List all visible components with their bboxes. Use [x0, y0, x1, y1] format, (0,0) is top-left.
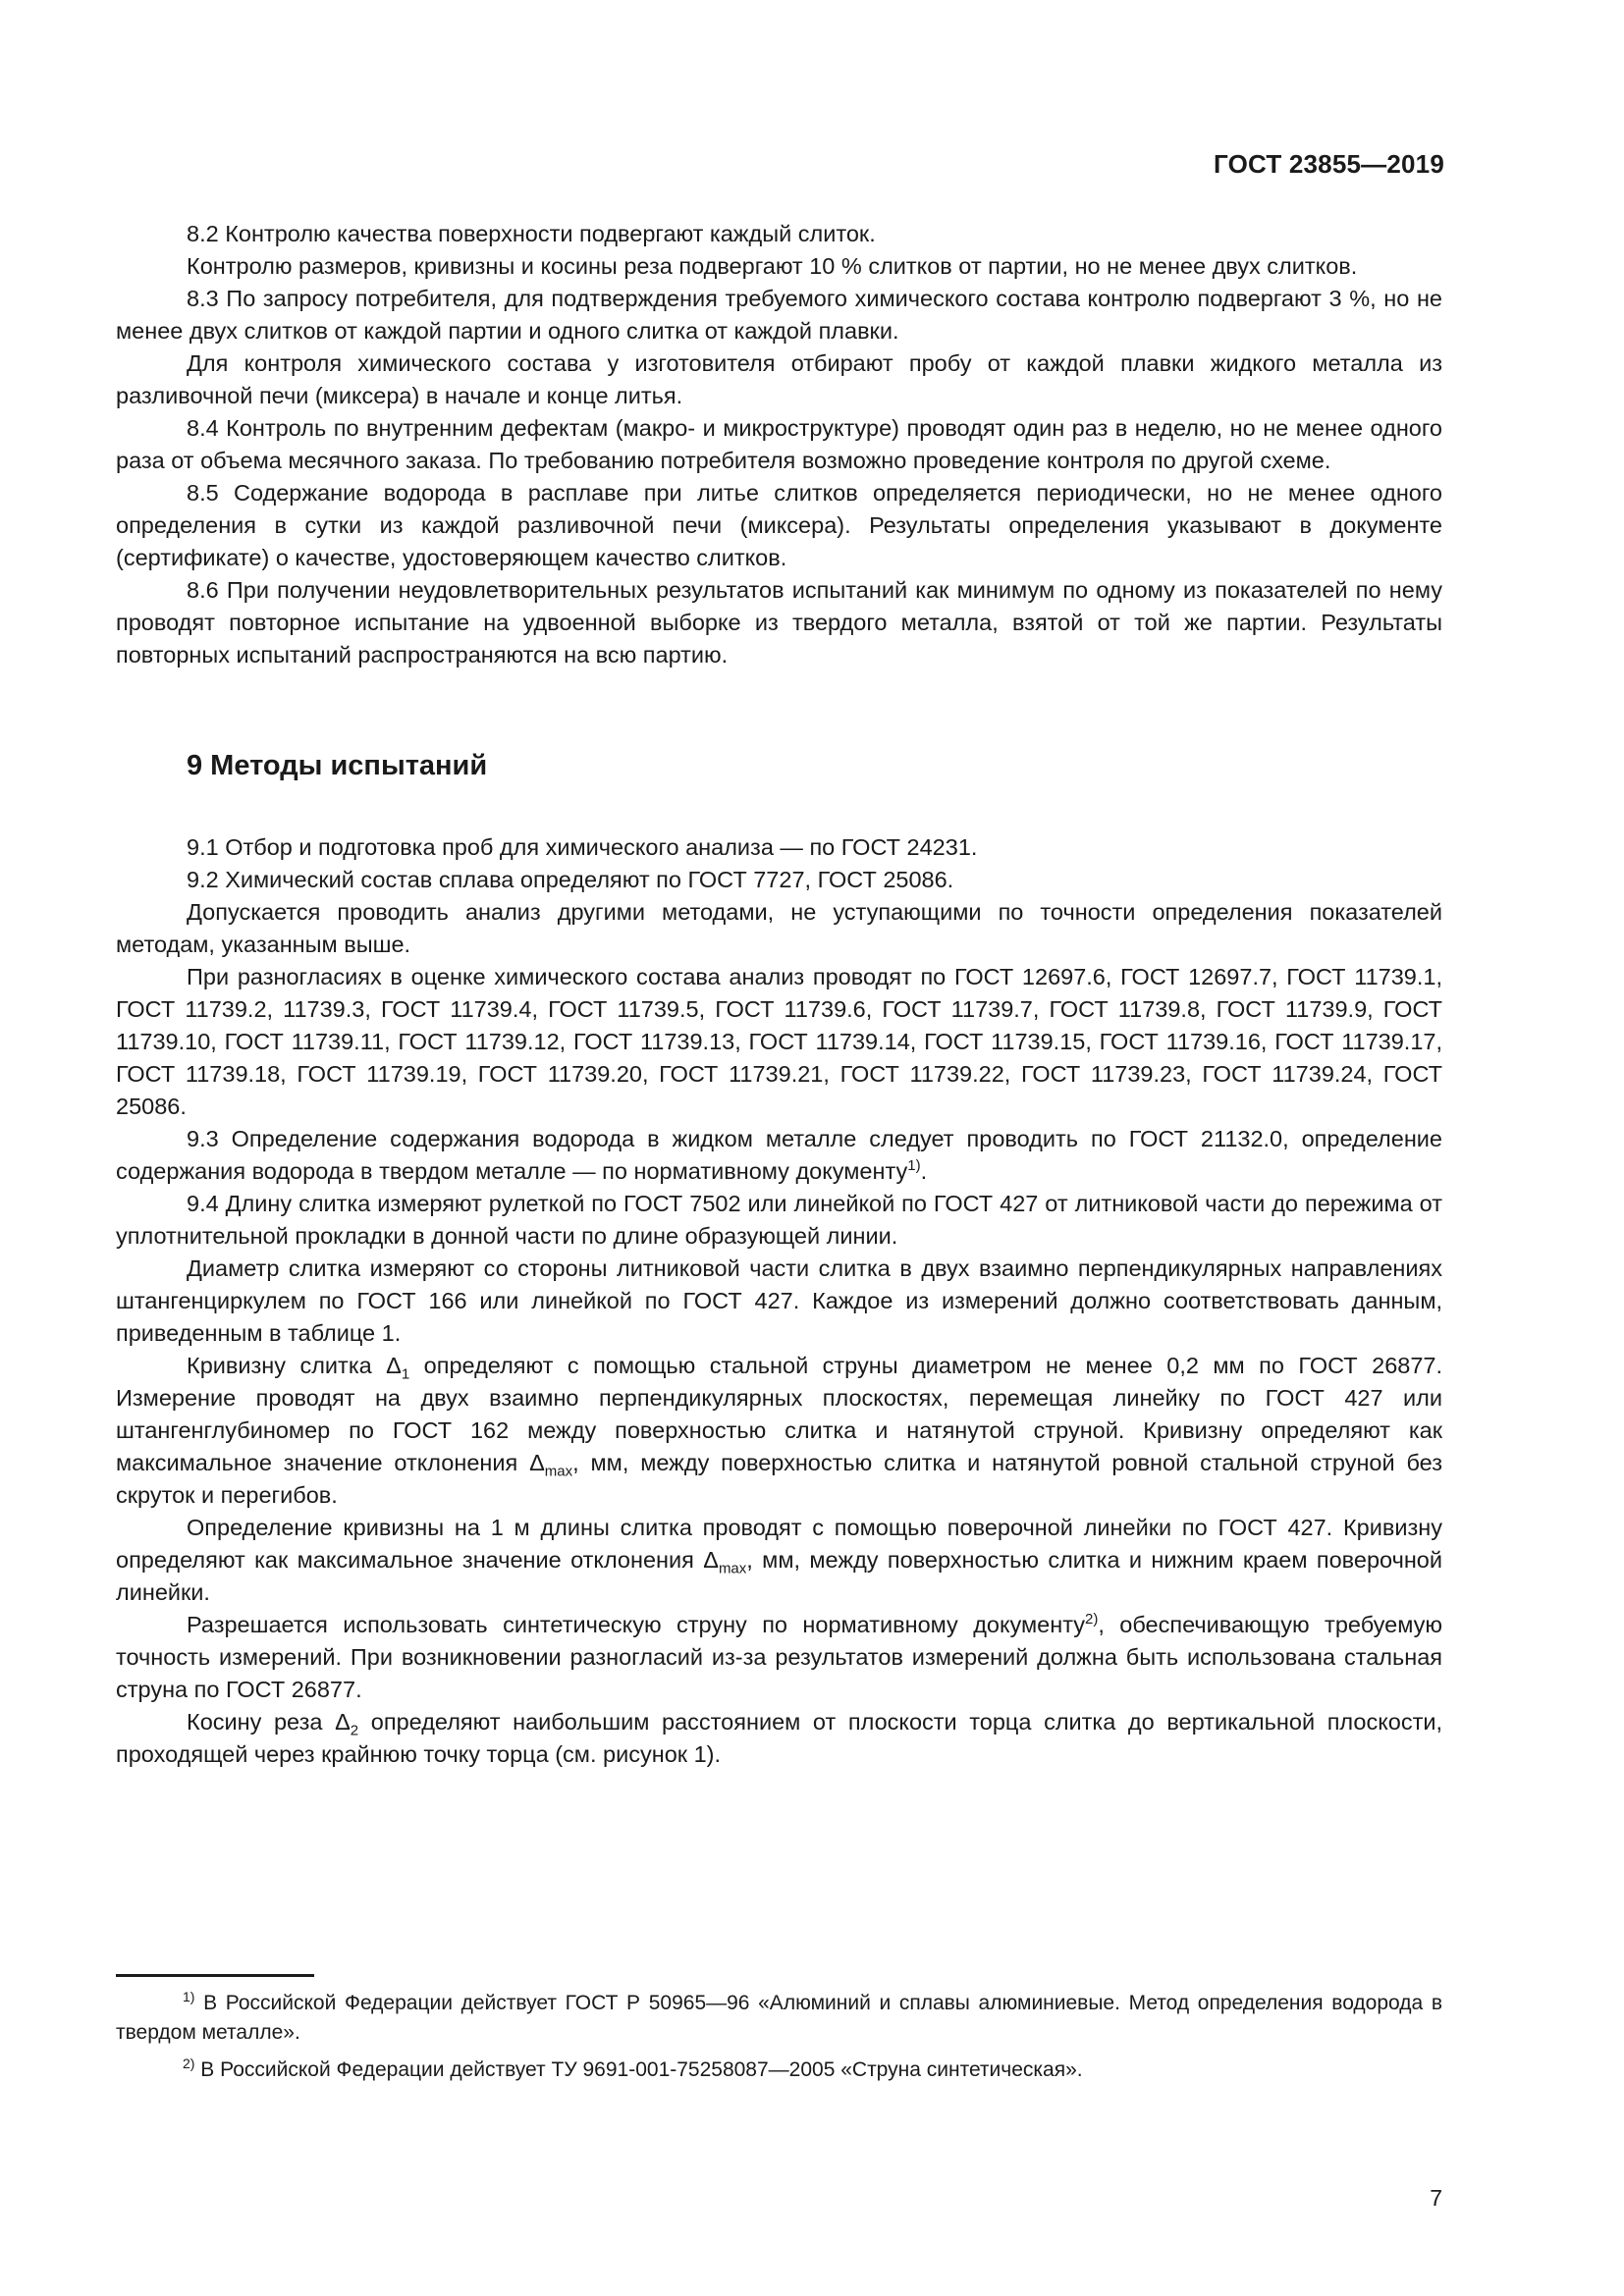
paragraph-9-1: 9.1 Отбор и подготовка проб для химического анализа — по ГОСТ 24231.: [187, 834, 978, 860]
paragraph-9-2-alt-methods: Допускается проводить анализ другими методами, не уступающими по точности определения показателей методам, указанным выше.: [116, 899, 1442, 957]
delta-symbol: Δ: [529, 1450, 545, 1475]
footnote-ref-2: 2): [1085, 1611, 1099, 1629]
footnote-separator: [116, 1974, 314, 1977]
paragraph-9-3: [116, 1123, 1442, 1188]
page-number: 7: [1430, 2185, 1442, 2211]
synthetic-string-text-a: Разрешается использовать синтетическую струну по нормативному документу: [187, 1612, 1086, 1637]
paragraph-curvature-per-meter: [116, 1512, 1442, 1609]
paragraph-9-4: 9.4 Длину слитка измеряют рулеткой по ГОСТ 7502 или линейкой по ГОСТ 427 от литниковой части до пережима от уплотнительной прокладки в донной части по длине образующей линии.: [116, 1191, 1442, 1249]
delta-subscript: max: [718, 1560, 747, 1577]
paragraph-8-3-cont: Для контроля химического состава у изготовителя отбирают пробу от каждой плавки жидкого металла из разливочной печи (миксера) в начале и конце литья.: [116, 350, 1442, 408]
section-title: 9 Методы испытаний: [187, 750, 488, 781]
synthetic-string-text-b: , обеспечивающую требуемую точность измерений. При возникновении разногласий из-за результатов измерений должна быть использована стальная струна по ГОСТ 26877.: [116, 1612, 1442, 1702]
paragraph-synthetic-string: [116, 1609, 1442, 1706]
curvature-text-c: , мм, между поверхностью слитка и натянутой ровной стальной струной без скруток и перегибов.: [116, 1450, 1442, 1508]
paragraph-cut-skew: [116, 1706, 1442, 1771]
paragraph-8-2-cont: Контролю размеров, кривизны и косины реза подвергают 10 % слитков от партии, но не менее двух слитков.: [187, 253, 1358, 279]
footnote-mark-2: 2): [183, 2056, 195, 2071]
paragraph-9-3-end: .: [920, 1158, 928, 1184]
footnotes: [116, 1989, 1442, 2093]
footnote-1: [116, 1989, 1442, 2048]
footnote-2: [116, 2056, 1442, 2085]
curvature-text-a: Кривизну слитка: [187, 1353, 387, 1378]
footnote-ref-1: 1): [907, 1157, 921, 1175]
curvature-text-b: определяют с помощью стальной струны диаметром не менее 0,2 мм по ГОСТ 26877. Измерение проводят на двух взаимно перпендикулярных плоскостях, перемещая линейку по ГОСТ 427 или штангенглубиномер по ГОСТ 162 между поверхностью слитка и натянутой струной. Кривизну определяют как максимальное значение отклонения: [116, 1353, 1443, 1475]
paragraph-8-2: 8.2 Контролю качества поверхности подвергают каждый слиток.: [187, 221, 876, 246]
delta-subscript: max: [544, 1463, 573, 1480]
delta-subscript: 1: [401, 1365, 410, 1383]
footnote-text-1: В Российской Федерации действует ГОСТ Р 50965—96 «Алюминий и сплавы алюминиевые. Метод определения водорода в твердом металле».: [116, 1992, 1442, 2044]
paragraph-8-3: 8.3 По запросу потребителя, для подтверждения требуемого химического состава контролю подвергают 3 %, но не менее двух слитков от каждой партии и одного слитка от каждой плавки.: [116, 286, 1442, 344]
paragraph-9-3-text: 9.3 Определение содержания водорода в жидком металле следует проводить по ГОСТ 21132.0, определение содержания водорода в твердом металле — по нормативному документу: [116, 1126, 1442, 1184]
paragraph-8-6: 8.6 При получении неудовлетворительных результатов испытаний как минимум по одному из показателей по нему проводят повторное испытание на удвоенной выборке из твердого металла, взятой от той же партии. Результаты повторных испытаний распространяются на всю партию.: [116, 577, 1442, 667]
paragraph-curvature: [116, 1350, 1442, 1512]
main-content: [116, 218, 1442, 1771]
standard-code-header: ГОСТ 23855—2019: [1214, 149, 1444, 179]
paragraph-9-2-disputes: При разногласиях в оценке химического состава анализ проводят по ГОСТ 12697.6, ГОСТ 12697.7, ГОСТ 11739.1, ГОСТ 11739.2, 11739.3, ГОСТ 11739.4, ГОСТ 11739.5, ГОСТ 11739.6, ГОСТ 11739.7, ГОСТ 11739.8, ГОСТ 11739.9, ГОСТ 11739.10, ГОСТ 11739.11, ГОСТ 11739.12, ГОСТ 11739.13, ГОСТ 11739.14, ГОСТ 11739.15, ГОСТ 11739.16, ГОСТ 11739.17, ГОСТ 11739.18, ГОСТ 11739.19, ГОСТ 11739.20, ГОСТ 11739.21, ГОСТ 11739.22, ГОСТ 11739.23, ГОСТ 11739.24, ГОСТ 25086.: [116, 964, 1442, 1119]
paragraph-8-4: 8.4 Контроль по внутренним дефектам (макро- и микроструктуре) проводят один раз в неделю, но не менее одного раза от объема месячного заказа. По требованию потребителя возможно проведение контроля по другой схеме.: [116, 415, 1442, 473]
delta-symbol: Δ: [703, 1547, 719, 1573]
cut-skew-text-b: определяют наибольшим расстоянием от плоскости торца слитка до вертикальной плоскости, проходящей через крайнюю точку торца (см. рисунок 1).: [116, 1709, 1443, 1767]
delta-symbol: Δ: [386, 1353, 402, 1378]
footnote-text-2: В Российской Федерации действует ТУ 9691-001-75258087—2005 «Струна синтетическая».: [194, 2058, 1083, 2081]
paragraph-9-2: 9.2 Химический состав сплава определяют по ГОСТ 7727, ГОСТ 25086.: [187, 867, 954, 892]
cut-skew-text-a: Косину реза: [187, 1709, 336, 1735]
paragraph-8-5: 8.5 Содержание водорода в расплаве при литье слитков определяется периодически, но не менее одного определения в сутки из каждой разливочной печи (миксера). Результаты определения указывают в документе (сертификате) о качестве, удостоверяющем качество слитков.: [116, 480, 1442, 570]
footnote-mark-1: 1): [183, 1989, 195, 2004]
curvature-meter-text-a: Определение кривизны на 1 м длины слитка проводят с помощью поверочной линейки по ГОСТ 427. Кривизну определяют как максимальное значение отклонения: [116, 1515, 1442, 1573]
delta-subscript: 2: [350, 1722, 359, 1739]
curvature-meter-text-b: , мм, между поверхностью слитка и нижним краем поверочной линейки.: [116, 1547, 1442, 1605]
paragraph-diameter: Диаметр слитка измеряют со стороны литниковой части слитка в двух взаимно перпендикулярных направлениях штангенциркулем по ГОСТ 166 или линейкой по ГОСТ 427. Каждое из измерений должно соответствовать данным, приведенным в таблице 1.: [116, 1255, 1442, 1346]
delta-symbol: Δ: [335, 1709, 351, 1735]
